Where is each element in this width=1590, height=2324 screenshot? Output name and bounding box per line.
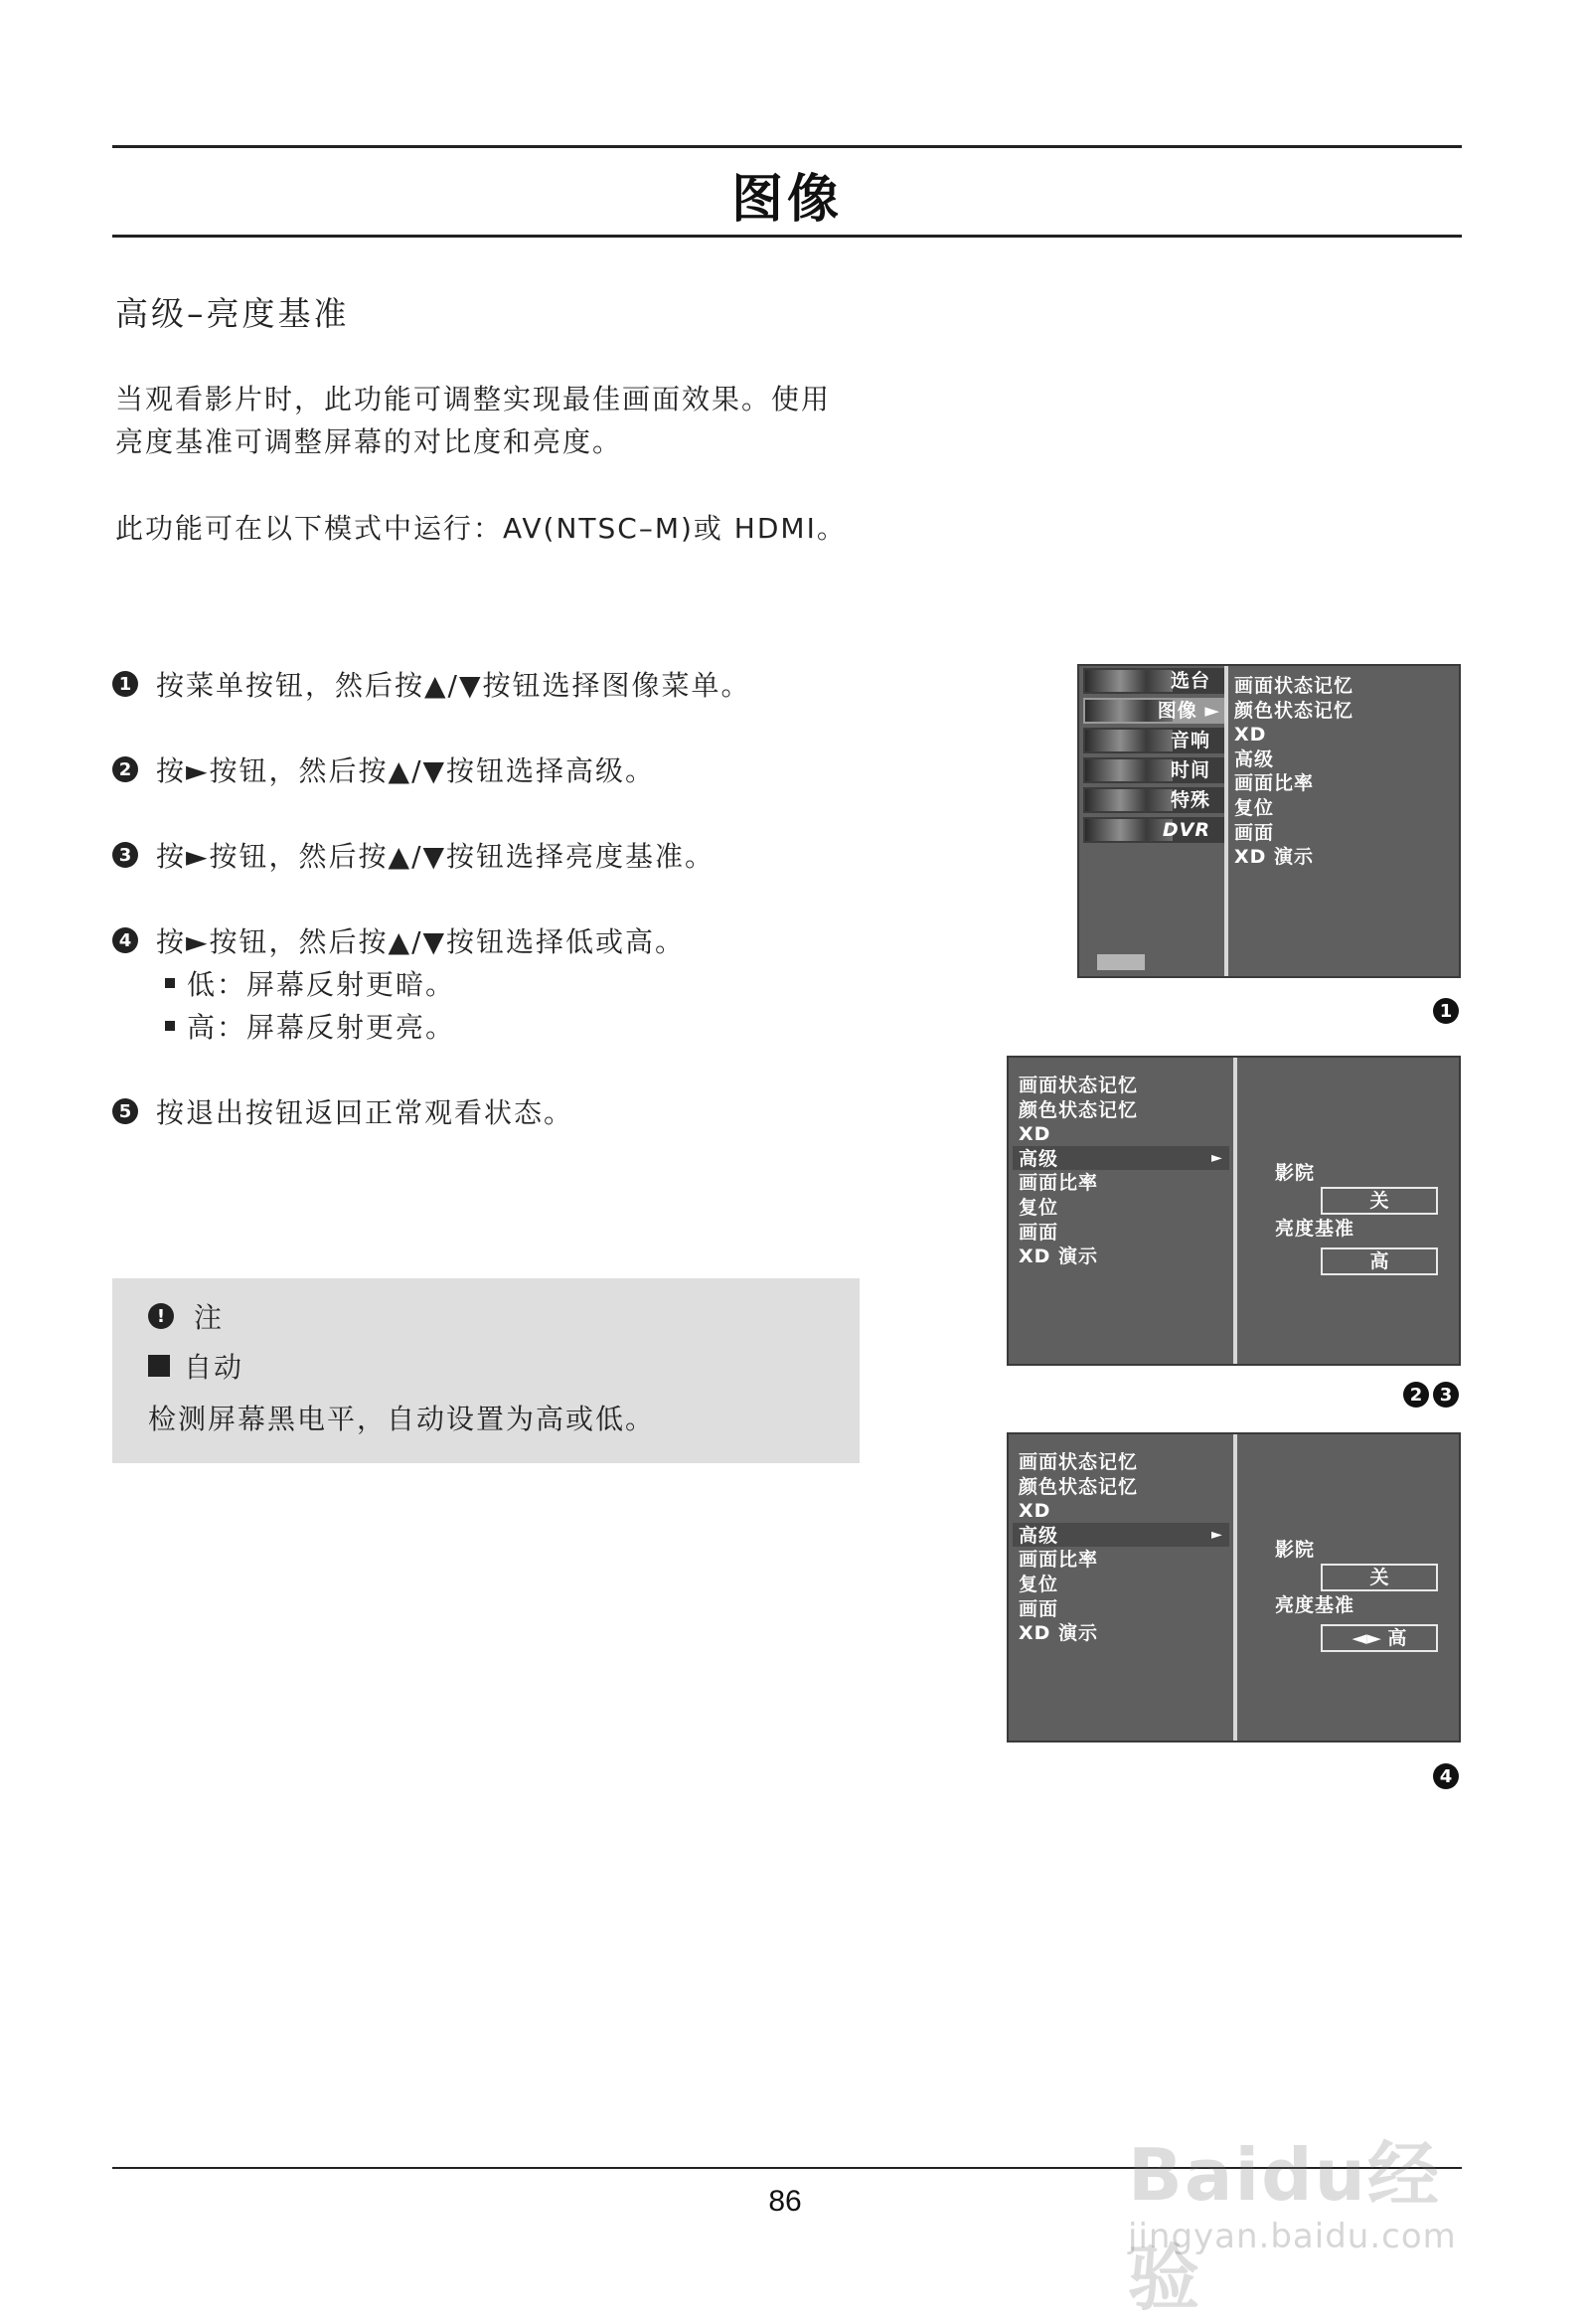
menu-item: 颜色状态记忆: [1019, 1475, 1139, 1498]
cinema-value-box: 关: [1321, 1564, 1438, 1591]
cinema-value-box: 关: [1321, 1187, 1438, 1215]
submenu-item: 高级: [1234, 747, 1275, 770]
submenu-item: 画面: [1234, 821, 1275, 844]
submenu-item: XD 演示: [1234, 846, 1315, 869]
menu-item: 颜色状态记忆: [1019, 1098, 1139, 1121]
menu-item: 画面状态记忆: [1019, 1451, 1139, 1473]
submenu-item: 复位: [1234, 796, 1275, 819]
category-thumbnail-icon: [1085, 670, 1173, 692]
mode-line: 此功能可在以下模式中运行：AV(NTSC–M)或 HDMI。: [115, 512, 847, 545]
menu-item: 画面: [1019, 1221, 1059, 1244]
bullet-square-icon: [165, 1021, 175, 1031]
step-text: 按►按钮，然后按▲/▼按钮选择亮度基准。: [156, 840, 716, 873]
submenu-arrow-icon: ►: [1211, 1150, 1223, 1166]
picture-submenu-list: [1234, 674, 1353, 870]
submenu-item: XD: [1234, 724, 1267, 747]
note-box: [112, 1278, 860, 1463]
figure-number-icon: 4: [1433, 1763, 1459, 1789]
figure-label-4: [1433, 1763, 1459, 1789]
watermark-url: jingyan.baidu.com: [1128, 2217, 1457, 2256]
step-1: [112, 664, 751, 704]
page-title: 图像: [730, 170, 843, 230]
brightness-label: 亮度基准: [1275, 1218, 1355, 1240]
note-heading-row: [148, 1346, 243, 1386]
step-number-icon: 4: [112, 927, 138, 953]
note-heading: 自动: [184, 1351, 244, 1384]
category-picture: 图像 ►: [1083, 698, 1224, 724]
menu-item-advanced: 高级: [1019, 1147, 1059, 1170]
menu-divider: [1233, 1434, 1237, 1741]
cinema-label: 影院: [1275, 1539, 1316, 1561]
intro-line-2: 亮度基准可调整屏幕的对比度和亮度。: [115, 425, 623, 458]
note-body: 检测屏幕黑电平，自动设置为高或低。: [148, 1403, 656, 1435]
menu-screenshot-1: [1077, 664, 1461, 978]
step-text: 按退出按钮返回正常观看状态。: [156, 1096, 574, 1129]
step-2: [112, 749, 655, 789]
menu-small-button-icon: [1097, 954, 1145, 970]
bullet-square-icon: [165, 978, 175, 988]
step-number-icon: 3: [112, 842, 138, 868]
picture-menu-list: [1019, 1074, 1138, 1269]
exclamation-icon: !: [148, 1303, 174, 1329]
menu-item: 复位: [1019, 1196, 1059, 1219]
menu-screenshot-3: [1007, 1432, 1461, 1743]
menu-item: 画面比率: [1019, 1549, 1099, 1572]
step-3: [112, 835, 715, 875]
menu-item: 画面比率: [1019, 1172, 1099, 1195]
step-text: 按►按钮，然后按▲/▼按钮选择高级。: [156, 754, 656, 787]
step-text: 按►按钮，然后按▲/▼按钮选择低或高。: [156, 925, 686, 958]
brightness-value-box: ◄► 高: [1321, 1624, 1438, 1652]
step-5: [112, 1091, 573, 1131]
category-dvr: DVR: [1083, 817, 1224, 843]
category-channel: 选台: [1083, 668, 1224, 694]
menu-item: 画面: [1019, 1597, 1059, 1620]
figure-label-1: [1433, 998, 1459, 1024]
bullet-text: 低：屏幕反射更暗。: [187, 968, 456, 1001]
menu-item: 复位: [1019, 1573, 1059, 1595]
figure-number-icon: 3: [1433, 1382, 1459, 1408]
menu-item: XD 演示: [1019, 1245, 1099, 1268]
page-number: 86: [768, 2185, 802, 2218]
step-4: [112, 920, 685, 960]
menu-item: 画面状态记忆: [1019, 1075, 1139, 1096]
watermark-brand: Baidu经验: [1128, 2133, 1441, 2320]
square-bullet-icon: [148, 1355, 170, 1377]
menu-item: XD 演示: [1019, 1622, 1099, 1645]
step-number-icon: 5: [112, 1098, 138, 1124]
picture-menu-list: [1019, 1450, 1138, 1646]
watermark: [1128, 2087, 1496, 2320]
figure-number-icon: 1: [1433, 998, 1459, 1024]
menu-item-advanced: 高级: [1019, 1524, 1059, 1547]
category-special: 特殊: [1083, 787, 1224, 813]
section-title: 高级–亮度基准: [115, 294, 350, 333]
submenu-item: 画面状态记忆: [1234, 675, 1354, 697]
step-text: 按菜单按钮，然后按▲/▼按钮选择图像菜单。: [156, 669, 751, 702]
category-thumbnail-icon: [1085, 759, 1173, 781]
submenu-item: 颜色状态记忆: [1234, 699, 1354, 722]
brightness-label: 亮度基准: [1275, 1594, 1355, 1616]
menu-screenshot-2: [1007, 1056, 1461, 1366]
step-number-icon: 2: [112, 756, 138, 782]
menu-divider: [1224, 666, 1228, 976]
figure-number-icon: 2: [1403, 1382, 1429, 1408]
step-number-icon: 1: [112, 671, 138, 697]
cinema-label: 影院: [1275, 1162, 1316, 1184]
bullet-text: 高：屏幕反射更亮。: [187, 1011, 456, 1044]
brightness-value-box: 高: [1321, 1247, 1438, 1275]
submenu-item: 画面比率: [1234, 772, 1315, 795]
intro-line-1: 当观看影片时，此功能可调整实现最佳画面效果。使用: [115, 383, 832, 415]
note-header: [148, 1296, 224, 1336]
category-thumbnail-icon: [1085, 730, 1173, 751]
menu-divider: [1233, 1058, 1237, 1364]
category-time: 时间: [1083, 757, 1224, 783]
figure-label-2-3: [1403, 1382, 1459, 1408]
menu-item: XD: [1019, 1500, 1051, 1523]
category-thumbnail-icon: [1085, 789, 1173, 811]
category-thumbnail-icon: [1085, 819, 1173, 841]
title-rule: [112, 235, 1462, 238]
note-title: 注: [194, 1301, 225, 1334]
menu-item: XD: [1019, 1123, 1051, 1146]
step-4-bullet-high: [165, 1006, 455, 1046]
submenu-arrow-icon: ►: [1211, 1527, 1223, 1543]
step-4-bullet-low: [165, 963, 455, 1003]
category-sound: 音响: [1083, 728, 1224, 753]
top-rule: [112, 145, 1462, 148]
